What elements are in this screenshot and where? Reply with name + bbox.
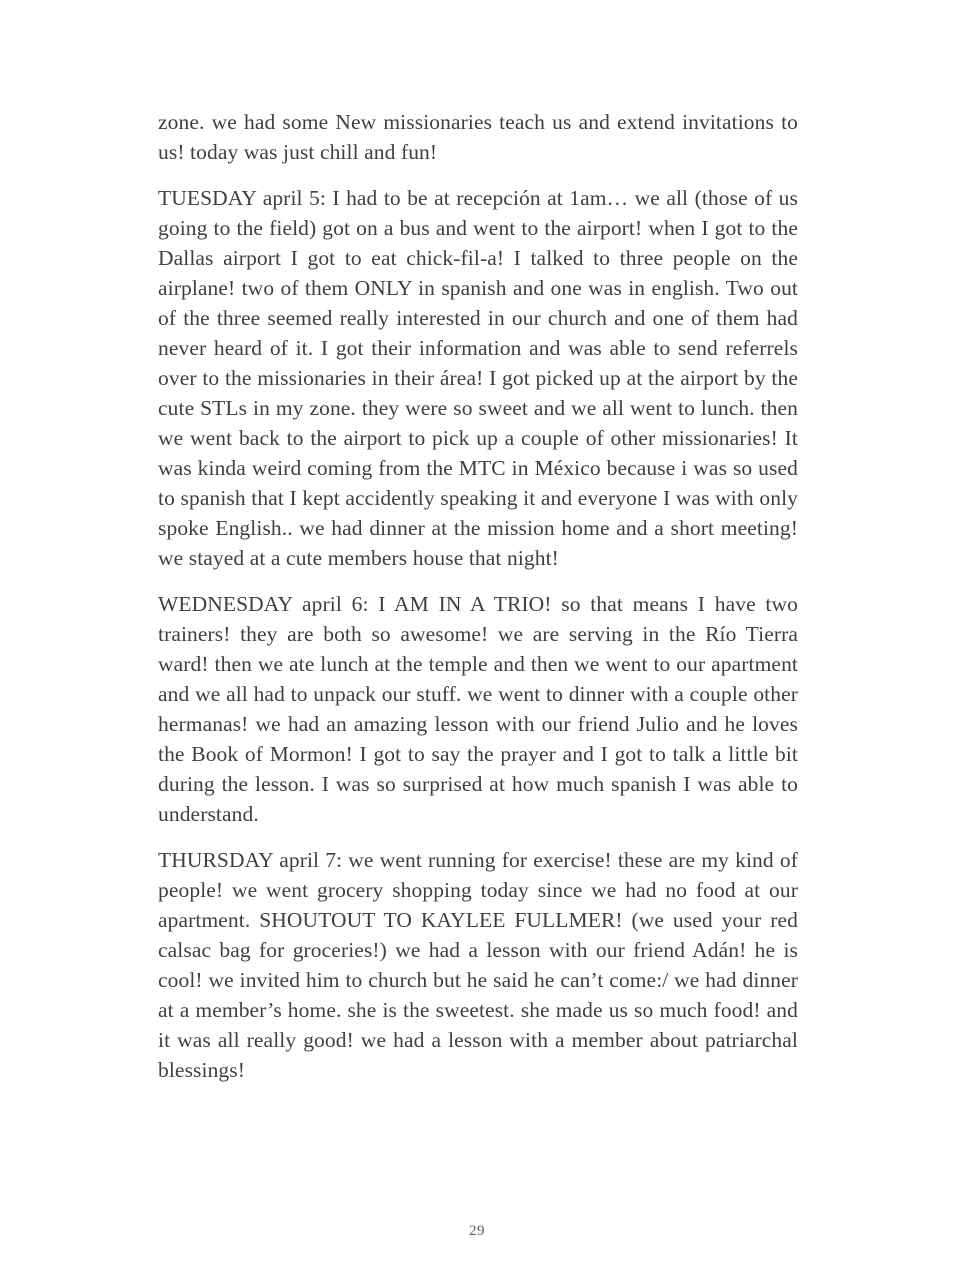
paragraph-tuesday-april-5: TUESDAY april 5: I had to be at recepción at 1am… we all (those of us going to the field) got on a bus and went to the airport! when I got to the Dallas airport I got to eat chick-fil-a! I talked to three people on the airplane! two of them ONLY in spanish and one was in english. Two out of the three seemed really interested in our church and one of them had never heard of it. I got their information and was able to send referrels over to the missionaries in their área! I got picked up at the airport by the cute STLs in my zone. they were so sweet and we all went to lunch. then we went back to the airport to pick up a couple of other missionaries! It was kinda weird coming from the MTC in México because i was so used to spanish that I kept accidently speaking it and everyone I was with only spoke English.. we had dinner at the mission home and a short meeting! we stayed at a cute members house that night! [158,186,798,570]
paragraph-zone-continuation: zone. we had some New missionaries teach us and extend invitations to us! today was just chill and fun! [158,110,798,164]
page-footer [0,1222,954,1240]
paragraph-thursday-april-7: THURSDAY april 7: we went running for exercise! these are my kind of people! we went grocery shopping today since we had no food at our apartment. SHOUTOUT TO KAYLEE FULLMER! (we used your red calsac bag for groceries!) we had a lesson with our friend Adán! he is cool! we invited him to church but he said he can’t come:/ we had dinner at a member’s home. she is the sweetest. she made us so much food! and it was all really good! we had a lesson with a member about patriarchal blessings! [158,848,798,1082]
page-number: 29 [469,1223,485,1239]
paragraph-wednesday-april-6: WEDNESDAY april 6: I AM IN A TRIO! so that means I have two trainers! they are both so awesome! we are serving in the Río Tierra ward! then we ate lunch at the temple and then we went to our apartment and we all had to unpack our stuff. we went to dinner with a couple other hermanas! we had an amazing lesson with our friend Julio and he loves the Book of Mormon! I got to say the prayer and I got to talk a little bit during the lesson. I was so surprised at how much spanish I was able to understand. [158,592,798,826]
journal-text-block [158,107,798,1101]
